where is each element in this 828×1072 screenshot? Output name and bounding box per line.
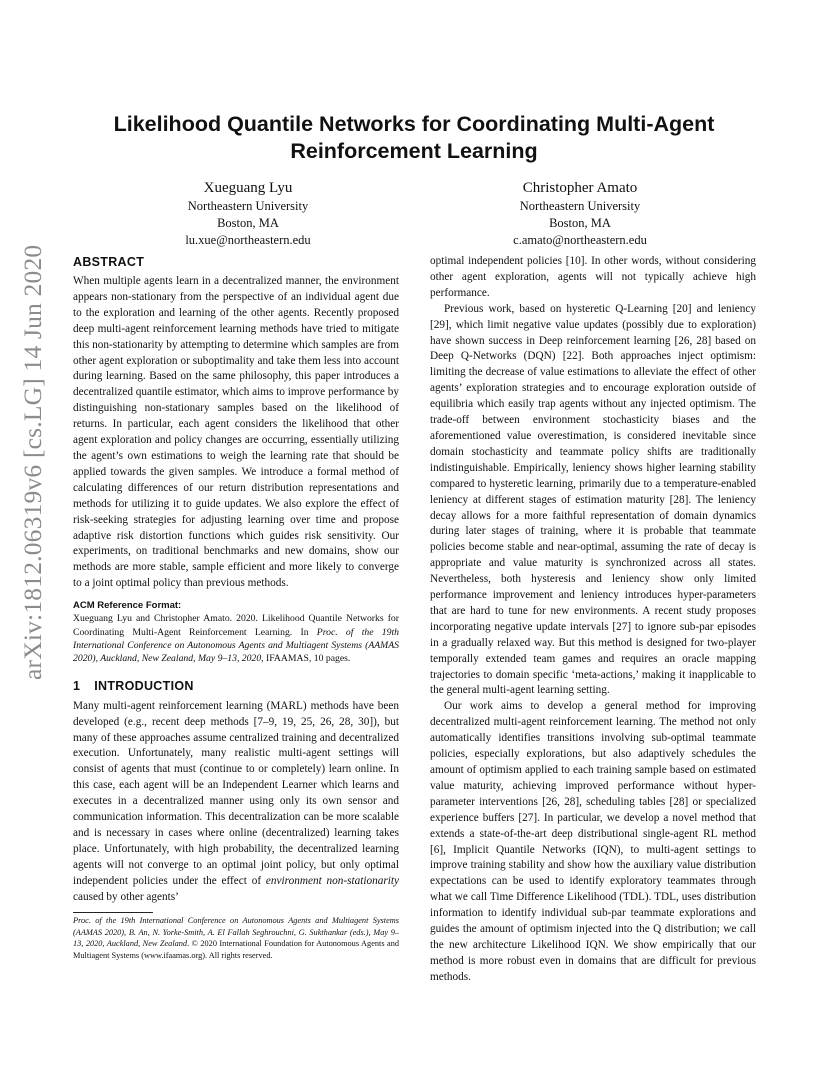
paper-title: Likelihood Quantile Networks for Coordinating Multi-Agent Reinforcement Learning xyxy=(113,112,715,163)
author-name: Christopher Amato xyxy=(522,180,638,196)
intro-paragraph-2: Previous work, based on hysteretic Q-Learning [20] and leniency [29], which limit negative value updates (possibly due to exploration) have shown success in Deep reinforcement learning [26, 28] based on Deep Q-Networks (DQN) [22]. Both approaches inject optimism: limiting the decrease of value estimations to alleviate the effect of other agents’ exploration strategies and to encourage exploration outside of equilibria which easily trap agents without any injected optimism. The trade-off between environment stochasticity biases and the aforementioned value overestimation, is considered inevitable since domain stochasticity and teammate policy shifts are traditionally indistinguishable. Empirically, leniency shows higher learning stability compared to hysteretic learning, primarily due to a temperature-enabled leniency at different stages of estimation maturity [28]. The leniency decay allows for a more faithful representation of domain dynamics during later stages of training, where it is probable that teammate policies become stable and near-optimal, assuming the rate of decay is appropriate and value maturity is synchronized across all states. Nevertheless, both hysteresis and leniency show only limited performance improvement and leniency introduces hyper-parameters that are hard to tune for new environments. A recent study proposes incorporating negative update intervals [27] to ignore sub-par episodes in a gradually relaxed way. But this method is designed for two-player temporally extended team games and requires an oracle mapping trajectories to domain specific ‘meta-actions,’ making it inapplicable to the general multi-agent learning setting. xyxy=(430,302,756,697)
author-affiliation: Northeastern University xyxy=(519,199,641,213)
author-location: Boston, MA xyxy=(549,216,611,230)
author-email: c.amato@northeastern.edu xyxy=(513,233,647,247)
acm-reference-label: ACM Reference Format: xyxy=(73,600,182,612)
intro-paragraph-3: Our work aims to develop a general method for improving decentralized multi-agent reinforcement learning. The method not only automatically identifies transitions involving sub-optimal teammate policies, especially explorations, but also adaptively schedules the amount of optimism applied to each training sample based on estimated value maturity, achieving improved performance without hyper-parameter interventions [26, 28], scheduling tables [28] or specialized experience buffers [27]. In particular, we develop a novel method that extends a state-of-the-art deep distributional single-agent RL method [6], Implicit Quantile Networks (IQN), to multi-agent settings to improve training stability and show how the auxiliary value distribution expectations can be used to identify exploratory teammates through what we call Time Difference Likelihood (TDL). TDL, uses distribution information to identify individual sub-par teammate explorations and guides the amount of optimism injected into the Q distribution; we call the new architecture Likelihood IQN. We show empirically that our method is more robust even in domains that are difficult for previous methods. xyxy=(430,700,756,983)
author-block-1 xyxy=(98,178,398,249)
author-name: Xueguang Lyu xyxy=(203,180,293,196)
intro-paragraph-1-continued: optimal independent policies [10]. In other words, without considering other agent exploration, agents will not typically achieve high performance. xyxy=(430,255,756,299)
author-block-2 xyxy=(430,178,730,249)
author-affiliation: Northeastern University xyxy=(187,199,309,213)
arxiv-identifier: arXiv:1812.06319v6 [cs.LG] 14 Jun 2020 xyxy=(18,244,47,680)
right-column xyxy=(430,254,756,986)
left-column xyxy=(73,254,399,906)
abstract-text: When multiple agents learn in a decentralized manner, the environment appears non-stationary from the perspective of an individual agent due to the exploration and learning of the other agents. Recently proposed deep multi-agent reinforcement learning methods have tried to mitigate this non-stationarity by attempting to determine which samples are from other agent exploration or suboptimality and take them less into account during learning. Based on the same philosophy, this paper introduces a decentralized quantile estimator, which aims to improve performance by distinguishing non-stationary samples based on the likelihood of returns. In particular, each agent considers the likelihood that other agent exploration and policy changes are occurring, essentially utilizing the agent’s own estimations to weigh the learning rate that should be applied towards the given samples. We introduce a formal method of calculating differences of our return distribution representations and methods for utilizing it to guide updates. We also explore the effect of risk-seeking strategies for adjusting learning over time and propose adaptive risk distortion functions which guides risk sensitivity. Our experiments, on traditional benchmarks and new domains, show our methods are more stable, sample efficient and more likely to converge to a joint optimal policy than previous methods. xyxy=(73,275,399,590)
author-email: lu.xue@northeastern.edu xyxy=(185,233,311,247)
footnote: Proc. of the 19th International Conference on Autonomous Agents and Multiagent Systems (AAMAS 2020), B. An, N. Yorke-Smith, A. El Fallah Seghrouchni, G. Sukthankar (eds.), May 9–13, 2020, Auckland, New Zealand. © 2020 International Foundation for Autonomous Agents and Multiagent Systems (www.ifaamas.org). All rights reserved. xyxy=(73,916,399,960)
abstract-heading: ABSTRACT xyxy=(73,255,145,269)
introduction-heading: 1 INTRODUCTION xyxy=(73,678,194,693)
footnote-rule xyxy=(73,912,153,913)
author-location: Boston, MA xyxy=(217,216,279,230)
acm-reference-text: Xueguang Lyu and Christopher Amato. 2020. Likelihood Quantile Networks for Coordinating Multi-Agent Reinforcement Learning. In Proc. of the 19th International Conference on Autonomous Agents and Multiagent Systems (AAMAS 2020), Auckland, New Zealand, May 9–13, 2020, IFAAMAS, 10 pages. xyxy=(73,613,399,665)
intro-paragraph-1: Many multi-agent reinforcement learning (MARL) methods have been developed (e.g., recent deep methods [7–9, 19, 25, 26, 28, 30]), but many of these approaches assume centralized training and decentralized execution. Unfortunately, many realistic multi-agent settings will consist of agents that must (continue to or completely) learn online. In this case, each agent will be an Independent Learner which learns and executes in a decentralized manner using only its own sensor and communication information. This decentralization can be more scalable and is necessary in cases where online (decentralized) learning takes place. Unfortunately, with high probability, the decentralized learning agents will not converge to an optimal joint policy, but only optimal independent policies under the effect of environment non-stationarity caused by other agents’ xyxy=(73,699,399,903)
